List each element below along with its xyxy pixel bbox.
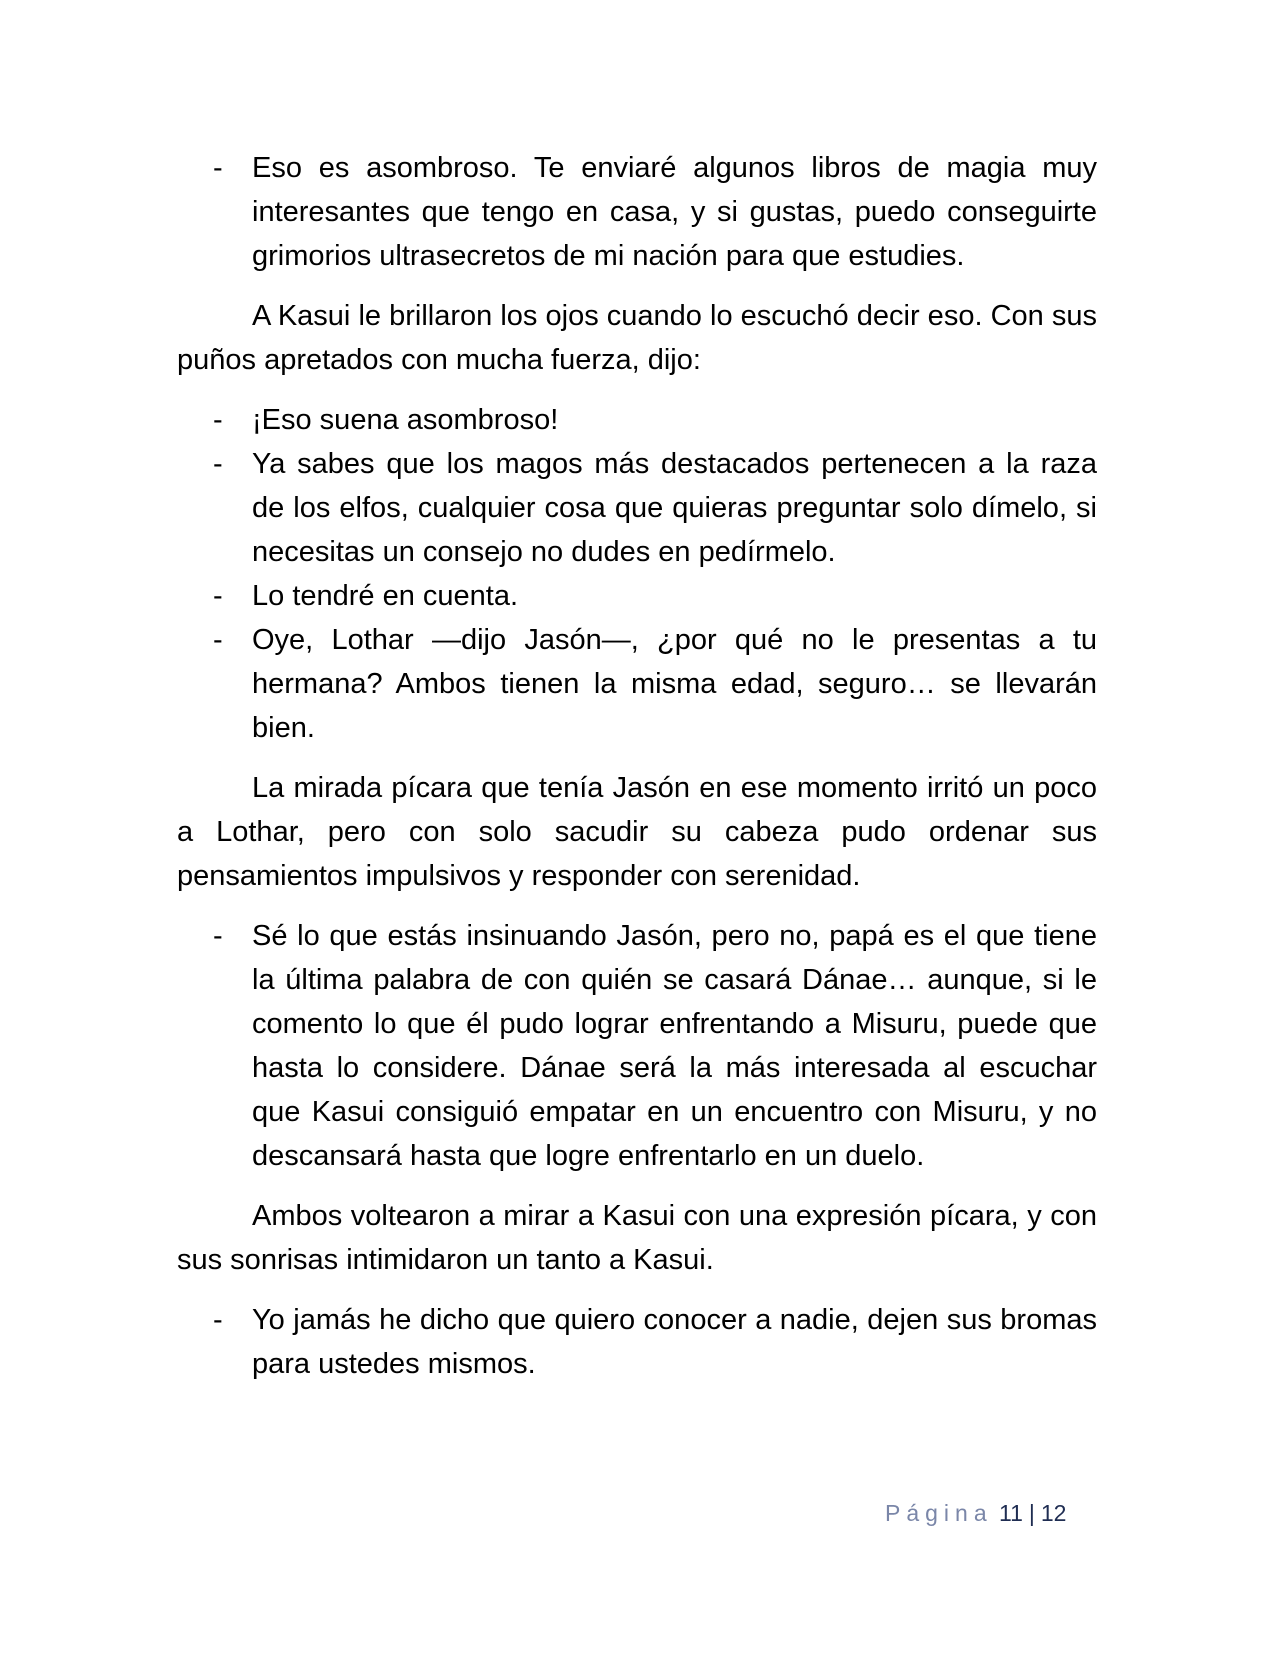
total-pages-number: 12 xyxy=(1040,1500,1067,1526)
narration-paragraph: A Kasui le brillaron los ojos cuando lo escuchó decir eso. Con sus puños apretados con mucha fuerza, dijo: xyxy=(177,300,1097,376)
dialogue-dash: - xyxy=(213,920,223,952)
dialogue-text: Oye, Lothar —dijo Jasón—, ¿por qué no le presentas a tu hermana? Ambos tienen la misma edad, seguro… se llevarán bien. xyxy=(252,624,1097,744)
dialogue-text: Eso es asombroso. Te enviaré algunos libros de magia muy interesantes que tengo en casa, y si gustas, puedo conseguirte grimorios ultrasecretos de mi nación para que estudies. xyxy=(252,152,1097,272)
dialogue-group xyxy=(177,146,1097,278)
dialogue-group xyxy=(177,398,1097,750)
dialogue-line xyxy=(177,442,1097,574)
dialogue-line xyxy=(177,574,1097,618)
dialogue-line xyxy=(177,914,1097,1178)
dialogue-dash: - xyxy=(213,404,223,436)
page-body xyxy=(177,146,1097,1402)
dialogue-group xyxy=(177,914,1097,1178)
dialogue-dash: - xyxy=(213,448,223,480)
narration-paragraph: Ambos voltearon a mirar a Kasui con una expresión pícara, y con sus sonrisas intimidaron un tanto a Kasui. xyxy=(177,1200,1097,1276)
page-footer xyxy=(885,1498,1066,1528)
page-separator: | xyxy=(1028,1500,1035,1526)
dialogue-line xyxy=(177,146,1097,278)
dialogue-dash: - xyxy=(213,624,223,656)
dialogue-text: Ya sabes que los magos más destacados pertenecen a la raza de los elfos, cualquier cosa que quieras preguntar solo dímelo, si necesitas un consejo no dudes en pedírmelo. xyxy=(252,448,1097,568)
dialogue-text: Yo jamás he dicho que quiero conocer a nadie, dejen sus bromas para ustedes mismos. xyxy=(252,1304,1097,1380)
dialogue-dash: - xyxy=(213,1304,223,1336)
narration-paragraph: La mirada pícara que tenía Jasón en ese momento irritó un poco a Lothar, pero con solo sacudir su cabeza pudo ordenar sus pensamientos impulsivos y responder con serenidad. xyxy=(177,772,1097,892)
dialogue-line xyxy=(177,398,1097,442)
dialogue-text: Sé lo que estás insinuando Jasón, pero no, papá es el que tiene la última palabra de con quién se casará Dánae… aunque, si le comento lo que él pudo lograr enfrentando a Misuru, puede que hasta lo considere. Dánae será la más interesada al escuchar que Kasui consiguió empatar en un encuentro con Misuru, y no descansará hasta que logre enfrentarlo en un duelo. xyxy=(252,920,1097,1172)
dialogue-group xyxy=(177,1298,1097,1386)
dialogue-line xyxy=(177,618,1097,750)
dialogue-dash: - xyxy=(213,152,223,184)
dialogue-text: ¡Eso suena asombroso! xyxy=(252,404,559,436)
current-page-number: 11 xyxy=(999,1500,1023,1526)
page-label: Página xyxy=(885,1500,993,1526)
dialogue-text: Lo tendré en cuenta. xyxy=(252,580,519,612)
dialogue-line xyxy=(177,1298,1097,1386)
dialogue-dash: - xyxy=(213,580,223,612)
